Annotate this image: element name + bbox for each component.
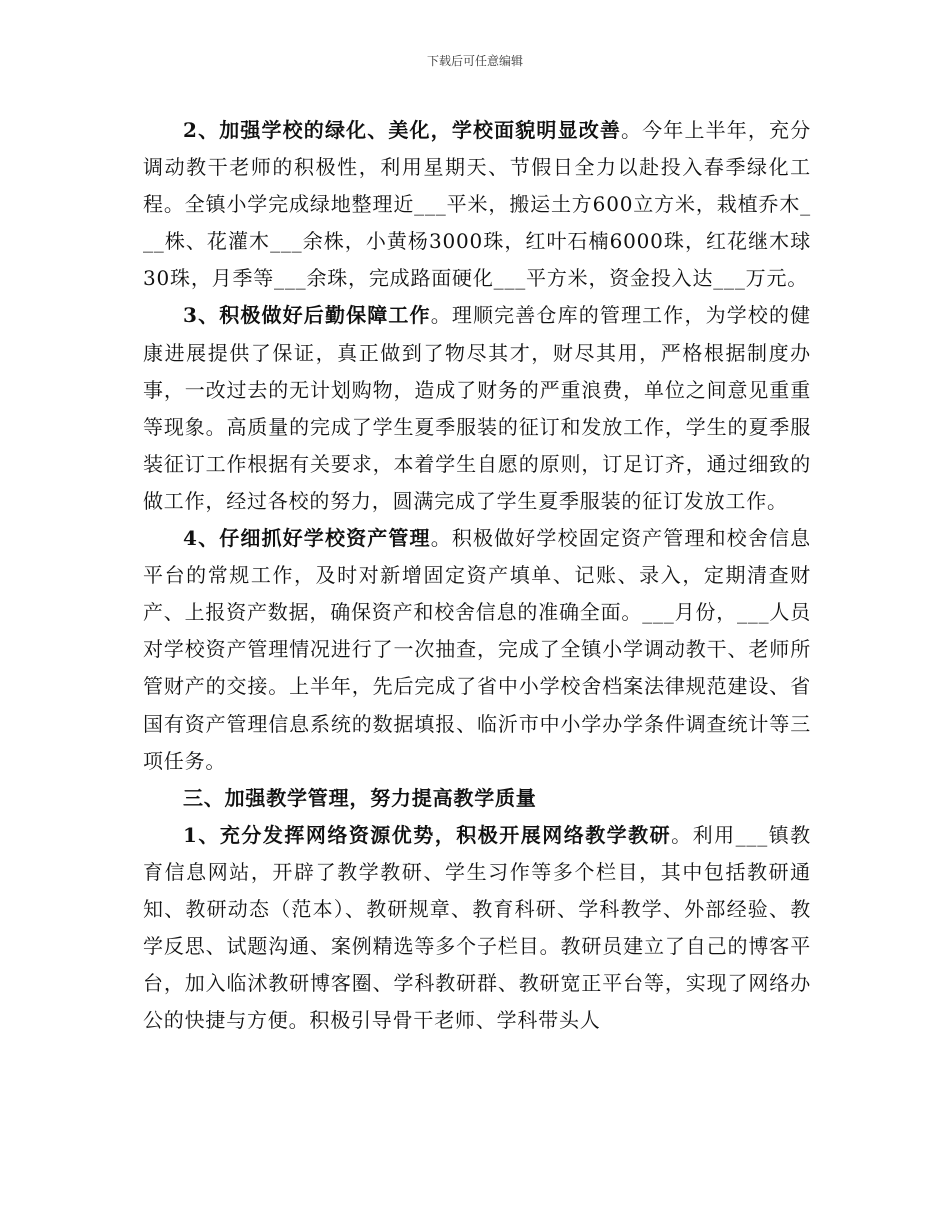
paragraph-greening <box>143 112 811 297</box>
paragraph-network-teaching <box>143 817 811 1040</box>
paragraph-text: 。今年上半年，充分调动教干老师的积极性，利用星期天、节假日全力以赴投入春季绿化工程。全镇小学完成绿地整理近___平米，搬运土方600立方米，栽植乔木___株、花灌木___余株，小黄杨3000珠，红叶石楠6000珠，红花继木球30珠，月季等___余珠，完成路面硬化___平方米，资金投入达___万元。 <box>143 118 811 291</box>
paragraph-logistics <box>143 297 811 520</box>
section-heading: 三、加强教学管理，努力提高教学质量 <box>183 785 537 810</box>
paragraph-text: 。理顺完善仓库的管理工作，为学校的健康进展提供了保证，真正做到了物尽其才，财尽其用，严格根据制度办事，一改过去的无计划购物，造成了财务的严重浪费，单位之间意见重重等现象。高质量的完成了学生夏季服装的征订和发放工作，学生的夏季服装征订工作根据有关要求，本着学生自愿的原则，订足订齐，通过细致的做工作，经过各校的努力，圆满完成了学生夏季服装的征订发放工作。 <box>143 303 811 513</box>
paragraph-text: 。积极做好学校固定资产管理和校舍信息平台的常规工作，及时对新增固定资产填单、记账、录入，定期清查财产、上报资产数据，确保资产和校舍信息的准确全面。___月份，___人员对学校资产管理情况进行了一次抽查，完成了全镇小学调动教干、老师所管财产的交接。上半年，先后完成了省中小学校舍档案法律规范建设、省国有资产管理信息系统的数据填报、临沂市中小学办学条件调查统计等三项任务。 <box>143 526 811 773</box>
paragraph-lead: 3、积极做好后勤保障工作 <box>183 303 431 328</box>
page-header-note: 下载后可任意编辑 <box>426 54 523 68</box>
paragraph-lead: 4、仔细抓好学校资产管理 <box>183 526 431 551</box>
paragraph-lead: 1、充分发挥网络资源优势，积极开展网络教学教研 <box>183 822 672 847</box>
paragraph-lead: 2、加强学校的绿化、美化，学校面貌明显改善 <box>183 118 622 142</box>
paragraph-text: 。利用___镇教育信息网站，开辟了教学教研、学生习作等多个栏目，其中包括教研通知、教研动态（范本）、教研规章、教育科研、学科教学、外部经验、教学反思、试题沟通、案例精选等多个子栏目。教研员建立了自己的博客平台，加入临沭教研博客圈、学科教研群、教研宽正平台等，实现了网络办公的快捷与方便。积极引导骨干老师、学科带头人 <box>143 822 811 1033</box>
paragraph-assets <box>143 520 811 780</box>
document-body <box>143 112 811 1039</box>
